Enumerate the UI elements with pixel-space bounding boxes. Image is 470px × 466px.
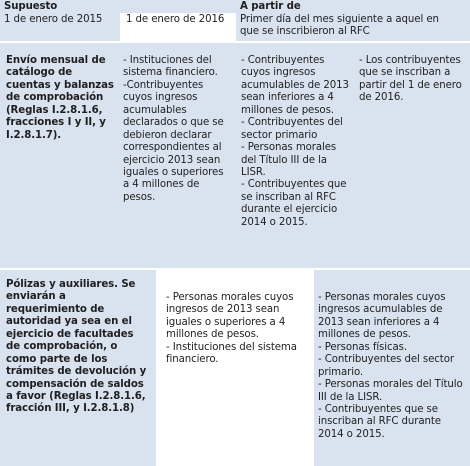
list-item: - Instituciones del sistema financiero. [123,55,218,79]
list-item: - Personas morales cuyos ingresos de 2013 sean iguales o superiores a 4 millones de pesos. [166,292,294,341]
section-catalog-col-rfc [354,43,470,268]
section-polizas-title: Pólizas y auxiliares. Se enviarán a requerimiento de autoridad ya sea en el ejercicio de facultades de comprobación, o como parte de los trámites de devolución y compensación de saldos a favor (Reglas I.2.8.1.6, fracción III, y I.2.8.1.8) [0,270,156,466]
list-item: - Contribuyentes cuyos ingresos acumulables de 2013 sean inferiores a 4 millones de pesos. [241,55,349,116]
date-following-month: Primer día del mes siguiente a aquel en que se inscribieron al RFC [236,13,470,41]
list-item: - Contribuyentes del sector primario [241,117,343,141]
section-polizas-col-2015 [156,270,314,466]
list-item: - Personas físicas. [318,341,407,353]
list-item: - Instituciones del sistema financiero. [166,341,297,366]
section-polizas-col-2016 [314,270,470,466]
list-item: - Contribuyentes que se inscriban al RFC durante el ejercicio 2014 o 2015. [241,179,347,228]
date-2016: 1 de enero de 2016 [120,13,236,41]
list-item: -Contribuyentes cuyos ingresos acumulables declarados o que se debieron declarar correspondientes al ejercicio 2013 sean iguales o superiores a 4 millones de pesos. [123,79,224,203]
header-supuesto: Supuesto [0,0,236,13]
section-catalog-title: Envío mensual de catálogo de cuentas y balanzas de comprobación (Reglas I.2.8.1.6, fracciones I y II, y I.2.8.1.7). [0,43,118,268]
list-item: - Los contribuyentes que se inscriban a partir del 1 de enero de 2016. [359,55,462,104]
list-item: - Personas morales del Título III de la LISR. [241,142,337,178]
list-item: - Contribuyentes que se inscriban al RFC durante 2014 o 2015. [318,403,441,440]
list-item: - Contribuyentes del sector primario. [318,354,454,378]
date-2015: 1 de enero de 2015 [0,13,120,41]
list-item: - Personas morales cuyos ingresos acumulables de 2013 sean inferiores a 4 millones de pesos. [318,292,446,341]
section-catalog-col-2015 [118,43,236,268]
header-a-partir-de: A partir de [236,0,470,13]
list-item: - Personas morales del Título III de la LISR. [318,379,463,403]
section-catalog-col-2016 [236,43,354,268]
